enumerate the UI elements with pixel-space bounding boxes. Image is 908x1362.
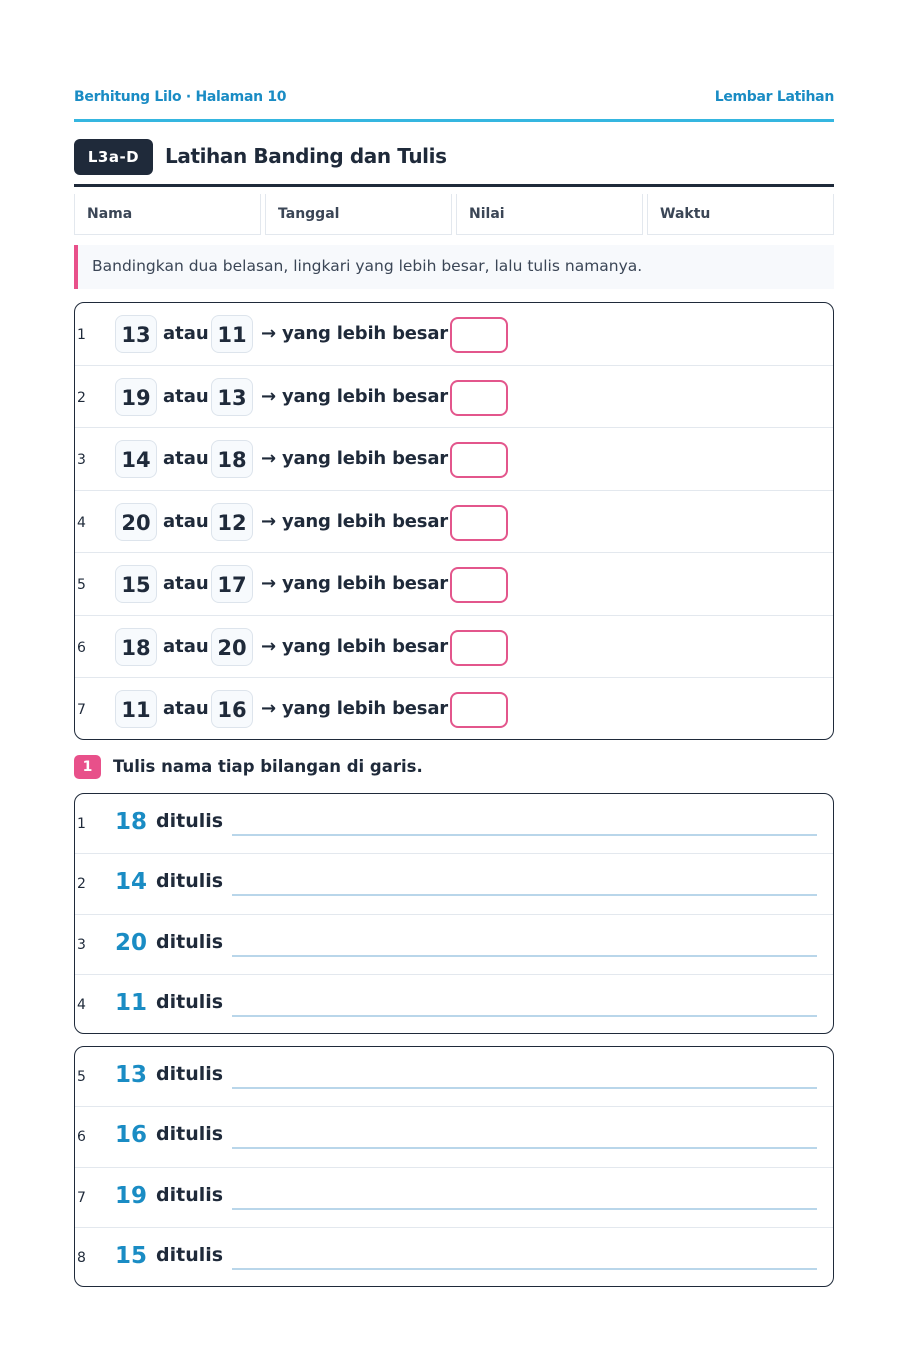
ditulis-label: ditulis: [156, 1063, 224, 1085]
ditulis-label: ditulis: [156, 870, 224, 893]
compare-row: [75, 366, 833, 429]
ditulis-label: ditulis: [156, 930, 224, 953]
answer-line[interactable]: [232, 834, 817, 836]
answer-line[interactable]: [232, 1147, 817, 1149]
number-value: 19: [115, 1182, 148, 1209]
write-box-a: [74, 793, 834, 1034]
result-label: → yang lebih besar: [261, 323, 448, 344]
row-number: 3: [77, 452, 86, 468]
number-value: 16: [115, 1122, 148, 1149]
row-number: 2: [77, 389, 86, 406]
title-bar: [74, 139, 834, 187]
number-b[interactable]: 17: [211, 565, 253, 603]
number-a[interactable]: 20: [115, 503, 157, 541]
ditulis-label: ditulis: [156, 1123, 224, 1146]
number-b[interactable]: 16: [211, 690, 253, 728]
answer-line[interactable]: [232, 1208, 817, 1210]
compare-row: [75, 428, 833, 491]
answer-line[interactable]: [232, 955, 817, 957]
connector-text: atau: [163, 573, 209, 594]
compare-row: [75, 553, 833, 616]
row-number: 5: [77, 577, 86, 593]
result-label: → yang lebih besar: [261, 385, 448, 407]
row-number: 1: [77, 816, 86, 832]
number-b[interactable]: 13: [211, 378, 253, 416]
compare-exercise-box: [74, 302, 834, 740]
number-value: 13: [115, 1062, 148, 1088]
connector-text: atau: [163, 635, 209, 657]
ditulis-label: ditulis: [156, 810, 224, 832]
row-number: 4: [77, 996, 86, 1013]
info-field-nilai[interactable]: Nilai: [456, 194, 643, 235]
answer-box[interactable]: [450, 317, 508, 353]
answer-box[interactable]: [450, 567, 508, 603]
number-b[interactable]: 20: [211, 628, 253, 666]
write-row: [75, 975, 833, 1034]
row-number: 7: [77, 702, 86, 718]
number-value: 11: [115, 989, 148, 1016]
row-number: 6: [77, 639, 86, 656]
page-title: Latihan Banding dan Tulis: [165, 144, 447, 168]
answer-box[interactable]: [450, 380, 508, 416]
worksheet-code-badge: L3a-D: [74, 139, 153, 175]
write-row: [75, 1168, 833, 1228]
write-row: [75, 794, 833, 854]
compare-row: [75, 678, 833, 740]
ditulis-label: ditulis: [156, 1243, 224, 1266]
section-instruction: Tulis nama tiap bilangan di garis.: [113, 757, 423, 776]
number-b[interactable]: 18: [211, 440, 253, 478]
header-right: Lembar Latihan: [714, 89, 834, 105]
connector-text: atau: [163, 323, 209, 344]
answer-box[interactable]: [450, 505, 508, 541]
info-field-nama[interactable]: Nama: [74, 194, 261, 235]
row-number: 2: [77, 876, 86, 893]
compare-row: [75, 616, 833, 679]
number-value: 14: [115, 869, 148, 896]
number-a[interactable]: 19: [115, 378, 157, 416]
header-left: Berhitung Lilo · Halaman 10: [74, 89, 287, 105]
compare-row: [75, 303, 833, 366]
row-number: 8: [77, 1249, 86, 1266]
write-row: [75, 915, 833, 975]
instruction-text: Bandingkan dua belasan, lingkari yang lebih besar, lalu tulis namanya.: [92, 257, 643, 275]
row-number: 1: [77, 327, 86, 343]
connector-text: atau: [163, 448, 209, 469]
answer-line[interactable]: [232, 1268, 817, 1270]
row-number: 6: [77, 1129, 86, 1146]
answer-box[interactable]: [450, 692, 508, 728]
info-field-tanggal[interactable]: Tanggal: [265, 194, 452, 235]
write-row: [75, 1107, 833, 1167]
connector-text: atau: [163, 510, 209, 532]
instruction-callout: [74, 245, 834, 289]
number-b[interactable]: 12: [211, 503, 253, 541]
number-a[interactable]: 13: [115, 315, 157, 353]
write-row: [75, 1228, 833, 1287]
result-label: → yang lebih besar: [261, 698, 448, 719]
result-label: → yang lebih besar: [261, 448, 448, 469]
answer-box[interactable]: [450, 442, 508, 478]
number-a[interactable]: 18: [115, 628, 157, 666]
answer-line[interactable]: [232, 1087, 817, 1089]
number-value: 18: [115, 809, 148, 835]
row-number: 4: [77, 514, 86, 531]
number-a[interactable]: 14: [115, 440, 157, 478]
result-label: → yang lebih besar: [261, 510, 448, 532]
number-a[interactable]: 11: [115, 690, 157, 728]
number-value: 20: [115, 929, 148, 956]
number-value: 15: [115, 1242, 148, 1269]
info-field-waktu[interactable]: Waktu: [647, 194, 834, 235]
answer-box[interactable]: [450, 630, 508, 666]
write-row: [75, 1047, 833, 1107]
ditulis-label: ditulis: [156, 990, 224, 1013]
write-row: [75, 854, 833, 914]
number-b[interactable]: 11: [211, 315, 253, 353]
number-a[interactable]: 15: [115, 565, 157, 603]
row-number: 5: [77, 1069, 86, 1085]
connector-text: atau: [163, 698, 209, 719]
write-box-b: [74, 1046, 834, 1287]
result-label: → yang lebih besar: [261, 573, 448, 594]
info-fields: [74, 194, 834, 235]
answer-line[interactable]: [232, 1015, 817, 1017]
row-number: 3: [77, 936, 86, 953]
page-header: [74, 88, 834, 122]
row-number: 7: [77, 1189, 86, 1206]
ditulis-label: ditulis: [156, 1183, 224, 1206]
answer-line[interactable]: [232, 894, 817, 896]
connector-text: atau: [163, 385, 209, 407]
compare-row: [75, 491, 833, 554]
result-label: → yang lebih besar: [261, 635, 448, 657]
section-badge: 1: [74, 755, 101, 779]
